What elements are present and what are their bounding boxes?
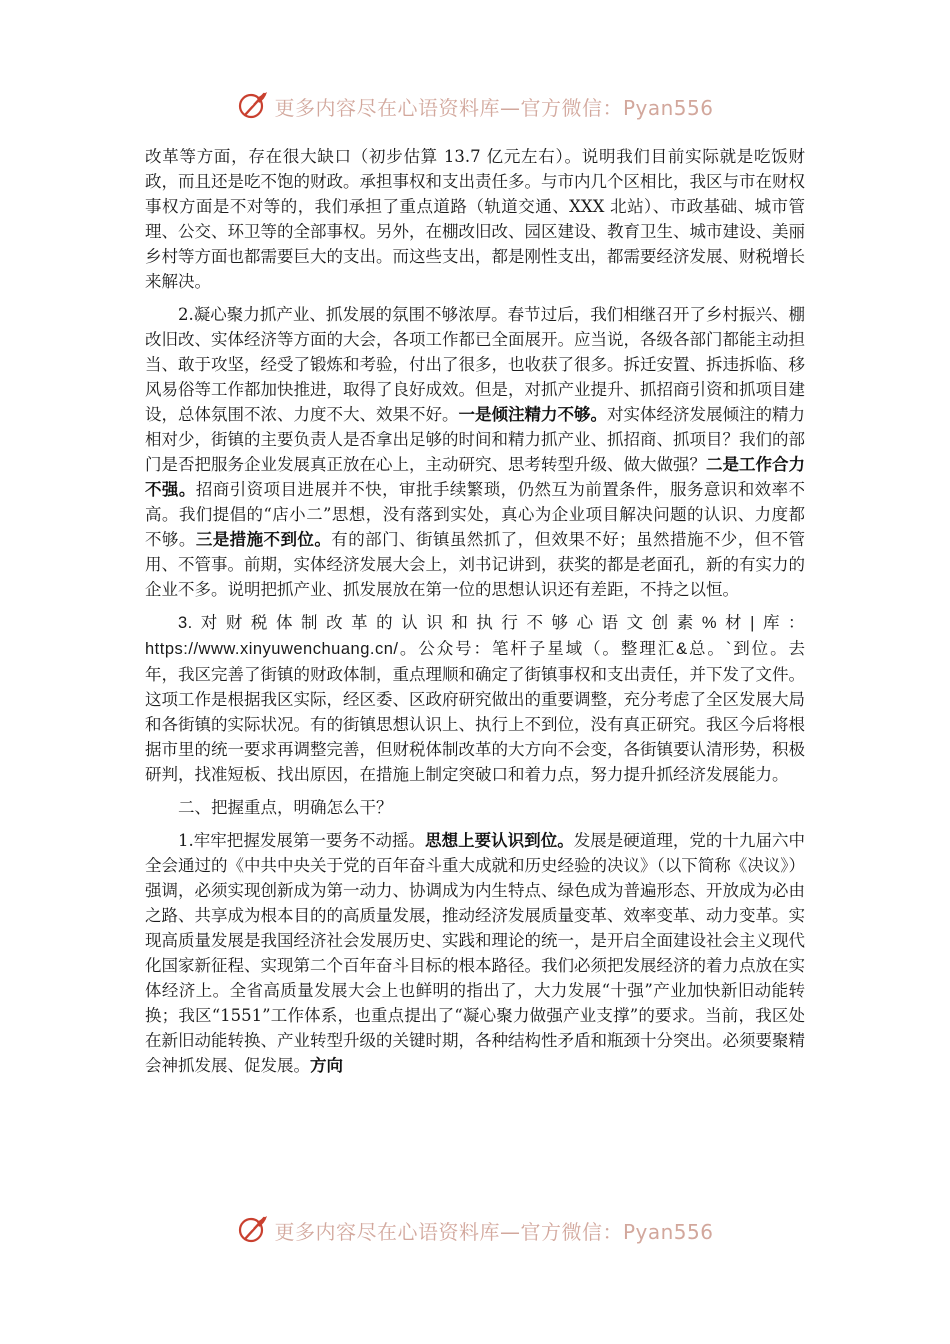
footer-banner <box>0 1210 950 1250</box>
quill-pen-logo-icon <box>236 89 270 123</box>
text-span: 招商引资项目进展并不快，审批手续繁琐，仍然互为前置条件，服务意识和效率不高。我们提倡的“店小二”思想，没有落到实处，真心为企业项目解决问题的认识、力度都不够。 <box>145 480 806 549</box>
header-banner <box>0 86 950 126</box>
text-span: 1.牢牢把握发展第一要务不动摇。 <box>178 831 426 850</box>
document-body <box>145 144 805 1078</box>
quill-pen-logo-icon <box>236 1213 270 1247</box>
paragraph-fiscal-reform <box>145 610 805 787</box>
text-span: 对实体经济发展倾注的精力相对少，街镇的主要负责人是否拿出足够的时间和精力抓产业、抓招商、抓项目？我们的部门是否把服务企业发展真正放在心上，主动研究、思考转型升级、做大做强？ <box>145 405 805 474</box>
watermark-inline-text: 3.对财税体制改革的认识和执行不够心语文创素%材|库：https://www.xinyuwenchuang.cn/。公众号：笔杆子星域（。整理汇&总。`到位。 <box>145 614 805 658</box>
paragraph-fiscal-gap: 改革等方面，存在很大缺口（初步估算 13.7 亿元左右）。说明我们目前实际就是吃饭财政，而且还是吃不饱的财政。承担事权和支出责任多。与市内几个区相比，我区与市在财权事权方面是不对等的，我们承担了重点道路（轨道交通、XXX 北站）、市政基础、城市管理、公交、环卫等的全部事权。另外，在棚改旧改、园区建设、教育卫生、城市建设、美丽乡村等方面也都需要巨大的支出。而这些支出，都是刚性支出，都需要经济发展、财税增长来解决。 <box>145 147 805 291</box>
paragraph-atmosphere <box>145 302 805 602</box>
section-heading-2: 二、把握重点，明确怎么干？ <box>178 798 393 817</box>
paragraph-development-priority <box>145 828 805 1078</box>
banner-text: 更多内容尽在心语资料库—官方微信：Pyan556 <box>274 1219 714 1244</box>
text-span: 发展是硬道理，党的十九届六中全会通过的《中共中央关于党的百年奋斗重大成就和历史经验的决议》（以下简称《决议》）强调，必须实现创新成为第一动力、协调成为内生特点、绿色成为普遍形态、开放成为必由之路、共享成为根本目的的高质量发展，推动经济发展质量变革、效率变革、动力变革。实现高质量发展是我国经济社会发展历史、实践和理论的统一，是开启全面建设社会主义现代化国家新征程、实现第二个百年奋斗目标的根本路径。我们必须把发展经济的着力点放在实体经济上。全省高质量发展大会上也鲜明的指出了，大力发展“十强”产业加快新旧动能转换；我区“1551”工作体系，也重点提出了“凝心聚力做强产业支撑”的要求。当前，我区处在新旧动能转换、产业转型升级的关键时期，各种结构性矛盾和瓶颈十分突出。必须要聚精会神抓发展、促发展。 <box>145 831 805 1075</box>
banner-text: 更多内容尽在心语资料库—官方微信：Pyan556 <box>274 95 714 120</box>
bold-point-thinking: 思想上要认识到位。 <box>425 831 574 850</box>
bold-point-2: 二是工作合力不强。 <box>145 455 805 499</box>
text-span: 去年，我区完善了街镇的财政体制，重点理顺和确定了街镇事权和支出责任，并下发了文件。这项工作是根据我区实际，经区委、区政府研究做出的重要调整，充分考虑了全区发展大局和各街镇的实际状况。有的街镇思想认识上、执行上不到位，没有真正研究。我区今后将根据市里的统一要求再调整完善，但财税体制改革的大方向不会变，各街镇要认清形势，积极研判，找准短板、找出原因，在措施上制定突破口和着力点，努力提升抓经济发展能力。 <box>145 639 805 784</box>
text-span: 2.凝心聚力抓产业、抓发展的氛围不够浓厚。春节过后，我们相继召开了乡村振兴、棚改旧改、实体经济等方面的大会，各项工作都已全面展开。应当说，各级各部门都能主动担当、敢于攻坚，经受了锻炼和考验，付出了很多，也收获了很多。拆迁安置、拆违拆临、移风易俗等工作都加快推进，取得了良好成效。但是，对抓产业提升、抓招商引资和抓项目建设，总体氛围不浓、力度不大、效果不好。 <box>145 305 805 424</box>
bold-point-1: 一是倾注精力不够。 <box>458 405 607 424</box>
bold-point-direction: 方向 <box>310 1056 343 1075</box>
bold-point-3: 三是措施不到位。 <box>195 530 332 549</box>
text-span: 有的部门、街镇虽然抓了，但效果不好；虽然措施不少，但不管用、不管事。前期，实体经济发展大会上，刘书记讲到，获奖的都是老面孔，新的有实力的企业不多。说明把抓产业、抓发展放在第一位的思想认识还有差距，不持之以恒。 <box>145 530 806 599</box>
